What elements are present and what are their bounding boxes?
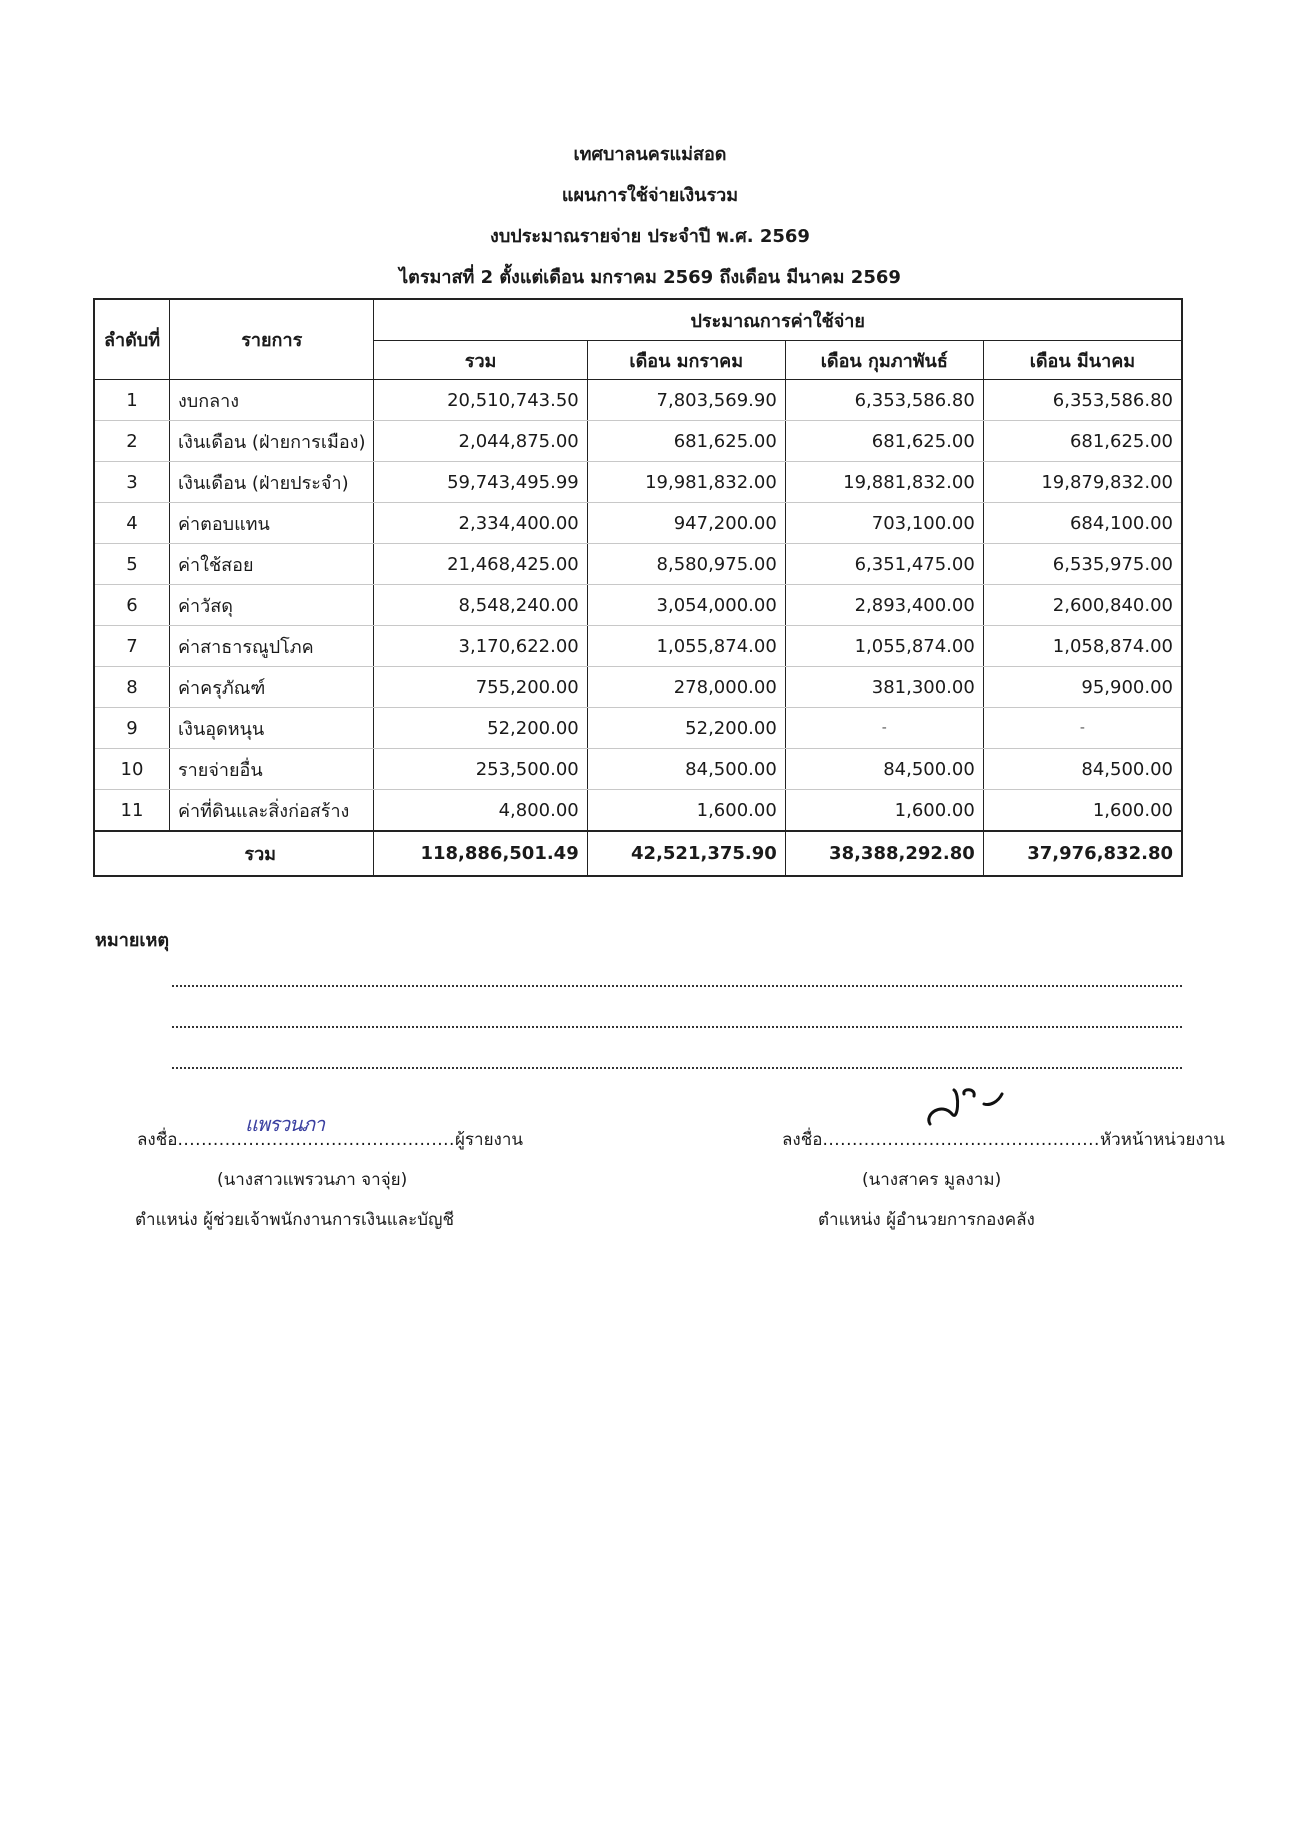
row-february: 1,055,874.00	[785, 626, 983, 667]
remarks-line-2	[172, 1026, 1182, 1028]
row-total: 21,468,425.00	[374, 544, 587, 585]
header-item: รายการ	[170, 299, 374, 380]
row-item: เงินเดือน (ฝ่ายการเมือง)	[170, 421, 374, 462]
row-number: 11	[94, 790, 170, 832]
row-number: 3	[94, 462, 170, 503]
row-item: ค่าครุภัณฑ์	[170, 667, 374, 708]
sign-prefix: ลงชื่อ	[137, 1130, 178, 1150]
row-item: ค่าที่ดินและสิ่งก่อสร้าง	[170, 790, 374, 832]
row-total: 20,510,743.50	[374, 380, 587, 421]
row-january: 3,054,000.00	[587, 585, 785, 626]
sign-dots: ...............................................	[177, 1130, 455, 1150]
row-february: 703,100.00	[785, 503, 983, 544]
row-number: 10	[94, 749, 170, 790]
sign-prefix: ลงชื่อ	[782, 1130, 823, 1150]
reporter-position: ตำแหน่ง ผู้ช่วยเจ้าพนักงานการเงินและบัญชี	[135, 1210, 455, 1230]
reporter-name: (นางสาวแพรวนภา จาจุ่ย)	[217, 1170, 408, 1190]
row-february: 6,351,475.00	[785, 544, 983, 585]
row-number: 6	[94, 585, 170, 626]
period-title: ไตรมาสที่ 2 ตั้งแต่เดือน มกราคม 2569 ถึงเดือน มีนาคม 2569	[399, 267, 901, 288]
header-march: เดือน มีนาคม	[983, 341, 1182, 380]
sign-dots: ...............................................	[822, 1130, 1100, 1150]
row-february: 381,300.00	[785, 667, 983, 708]
reporter-sign-line	[137, 1112, 537, 1160]
february-total: 38,388,292.80	[785, 831, 983, 876]
row-total: 52,200.00	[374, 708, 587, 749]
table-row	[94, 708, 1182, 749]
row-item: ค่าตอบแทน	[170, 503, 374, 544]
row-number: 9	[94, 708, 170, 749]
remarks-line-3	[172, 1067, 1182, 1069]
totals-row	[94, 831, 1182, 876]
row-item: ค่าสาธารณูปโภค	[170, 626, 374, 667]
table-row	[94, 667, 1182, 708]
row-total: 8,548,240.00	[374, 585, 587, 626]
row-item: เงินอุดหนุน	[170, 708, 374, 749]
row-number: 2	[94, 421, 170, 462]
header-seq: ลำดับที่	[94, 299, 170, 380]
head-name: (นางสาคร มูลงาม)	[862, 1170, 1002, 1190]
budget-table	[93, 298, 1183, 877]
table-row	[94, 585, 1182, 626]
table-row	[94, 503, 1182, 544]
table-row	[94, 749, 1182, 790]
row-march: 6,353,586.80	[983, 380, 1182, 421]
table-row	[94, 421, 1182, 462]
row-january: 1,055,874.00	[587, 626, 785, 667]
row-january: 8,580,975.00	[587, 544, 785, 585]
document-header	[0, 134, 1300, 298]
row-march: 6,535,975.00	[983, 544, 1182, 585]
head-handwritten-signature-icon	[922, 1084, 1012, 1134]
row-number: 4	[94, 503, 170, 544]
march-total: 37,976,832.80	[983, 831, 1182, 876]
row-february: 1,600.00	[785, 790, 983, 832]
row-total: 4,800.00	[374, 790, 587, 832]
row-january: 278,000.00	[587, 667, 785, 708]
totals-label: รวม	[94, 831, 374, 876]
table-row	[94, 626, 1182, 667]
table-row	[94, 462, 1182, 503]
reporter-signature-block	[135, 1112, 537, 1240]
january-total: 42,521,375.90	[587, 831, 785, 876]
head-signature-block	[782, 1120, 1225, 1240]
row-item: ค่าใช้สอย	[170, 544, 374, 585]
row-january: 84,500.00	[587, 749, 785, 790]
remarks-label: หมายเหตุ	[95, 930, 170, 951]
row-february: 19,881,832.00	[785, 462, 983, 503]
row-number: 7	[94, 626, 170, 667]
reporter-role: ผู้รายงาน	[454, 1130, 524, 1150]
head-role: หัวหน้าหน่วยงาน	[1099, 1130, 1225, 1150]
plan-title: แผนการใช้จ่ายเงินรวม	[561, 185, 739, 206]
table-row	[94, 380, 1182, 421]
row-number: 8	[94, 667, 170, 708]
row-total: 59,743,495.99	[374, 462, 587, 503]
row-march: 1,600.00	[983, 790, 1182, 832]
row-march: 95,900.00	[983, 667, 1182, 708]
row-february: 2,893,400.00	[785, 585, 983, 626]
head-position: ตำแหน่ง ผู้อำนวยการกองคลัง	[818, 1210, 1035, 1230]
header-february: เดือน กุมภาพันธ์	[785, 341, 983, 380]
row-number: 1	[94, 380, 170, 421]
row-march: 1,058,874.00	[983, 626, 1182, 667]
row-january: 947,200.00	[587, 503, 785, 544]
header-total: รวม	[374, 341, 587, 380]
row-march: 19,879,832.00	[983, 462, 1182, 503]
row-january: 1,600.00	[587, 790, 785, 832]
row-march: 2,600,840.00	[983, 585, 1182, 626]
row-february: -	[785, 708, 983, 749]
row-total: 253,500.00	[374, 749, 587, 790]
remarks-line-1	[172, 985, 1182, 987]
row-total: 2,044,875.00	[374, 421, 587, 462]
row-item: ค่าวัสดุ	[170, 585, 374, 626]
row-item: งบกลาง	[170, 380, 374, 421]
row-march: 681,625.00	[983, 421, 1182, 462]
row-february: 681,625.00	[785, 421, 983, 462]
organization-name: เทศบาลนครแม่สอด	[573, 144, 727, 165]
head-sign-line	[782, 1120, 1225, 1160]
table-row	[94, 790, 1182, 832]
row-february: 84,500.00	[785, 749, 983, 790]
row-january: 7,803,569.90	[587, 380, 785, 421]
row-march: 84,500.00	[983, 749, 1182, 790]
grand-total: 118,886,501.49	[374, 831, 587, 876]
row-item: เงินเดือน (ฝ่ายประจำ)	[170, 462, 374, 503]
row-march: 684,100.00	[983, 503, 1182, 544]
row-january: 19,981,832.00	[587, 462, 785, 503]
row-january: 681,625.00	[587, 421, 785, 462]
row-january: 52,200.00	[587, 708, 785, 749]
row-number: 5	[94, 544, 170, 585]
header-estimate-group: ประมาณการค่าใช้จ่าย	[374, 299, 1182, 341]
budget-title: งบประมาณรายจ่าย ประจำปี พ.ศ. 2569	[490, 226, 810, 247]
reporter-handwritten-signature: แพรวนภา	[245, 1112, 325, 1136]
row-total: 3,170,622.00	[374, 626, 587, 667]
row-item: รายจ่ายอื่น	[170, 749, 374, 790]
row-february: 6,353,586.80	[785, 380, 983, 421]
table-row	[94, 544, 1182, 585]
row-total: 755,200.00	[374, 667, 587, 708]
header-january: เดือน มกราคม	[587, 341, 785, 380]
row-total: 2,334,400.00	[374, 503, 587, 544]
row-march: -	[983, 708, 1182, 749]
